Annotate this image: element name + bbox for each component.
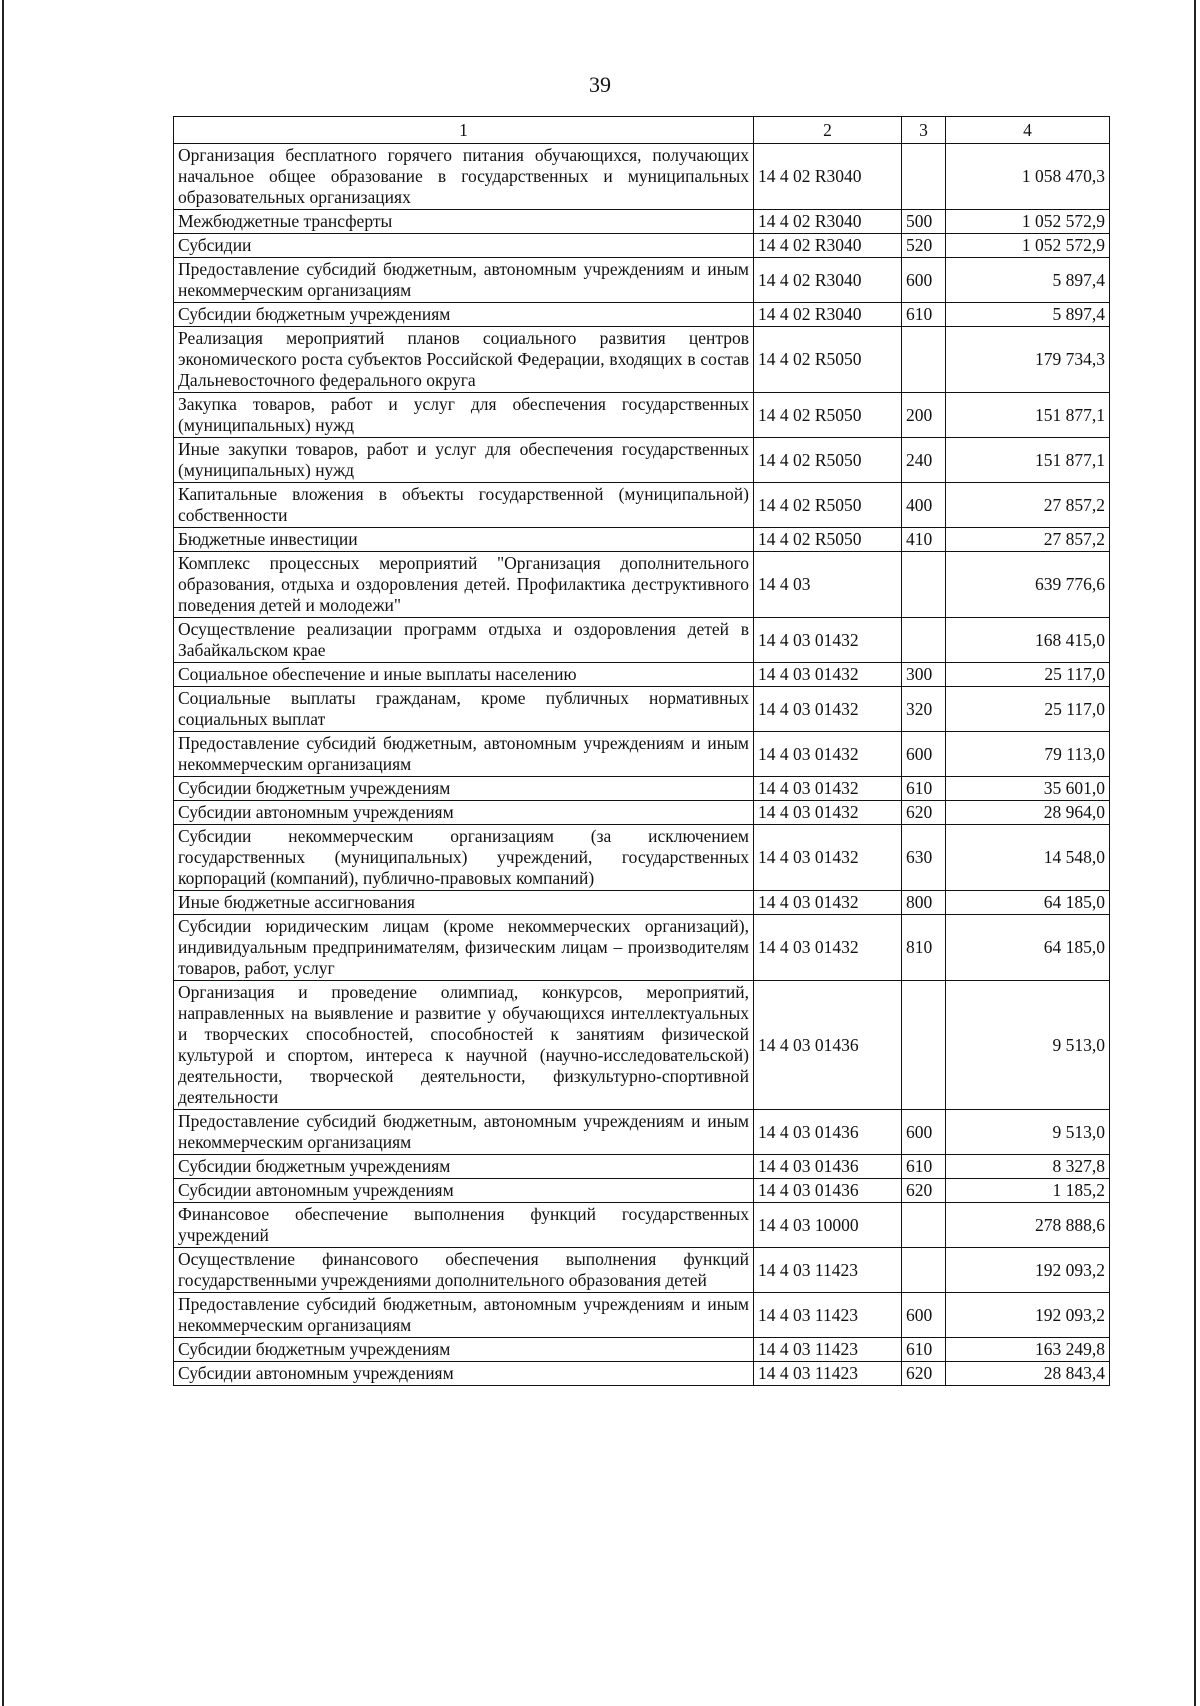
row-type-cell — [902, 1248, 946, 1293]
table-row — [174, 393, 1110, 438]
row-code-cell: 14 4 03 01432 — [754, 825, 902, 891]
table-row — [174, 1203, 1110, 1248]
row-amount-cell: 1 052 572,9 — [946, 210, 1110, 234]
table-row — [174, 144, 1110, 210]
row-type-cell: 400 — [902, 483, 946, 528]
row-code-cell: 14 4 02 R5050 — [754, 393, 902, 438]
row-code-cell: 14 4 03 11423 — [754, 1248, 902, 1293]
row-type-cell: 610 — [902, 777, 946, 801]
table-row — [174, 303, 1110, 327]
row-type-cell: 500 — [902, 210, 946, 234]
row-name-cell: Предоставление субсидий бюджетным, автономным учреждениям и иным некоммерческим организациям — [174, 258, 754, 303]
row-type-cell: 320 — [902, 687, 946, 732]
row-amount-cell: 79 113,0 — [946, 732, 1110, 777]
table-row — [174, 552, 1110, 618]
row-type-cell: 240 — [902, 438, 946, 483]
row-code-cell: 14 4 03 01436 — [754, 1155, 902, 1179]
row-code-cell: 14 4 02 R5050 — [754, 438, 902, 483]
row-type-cell: 620 — [902, 1179, 946, 1203]
row-type-cell: 620 — [902, 1362, 946, 1386]
table-row — [174, 825, 1110, 891]
row-code-cell: 14 4 02 R3040 — [754, 303, 902, 327]
row-code-cell: 14 4 03 01432 — [754, 687, 902, 732]
table-row — [174, 528, 1110, 552]
table-row — [174, 801, 1110, 825]
row-amount-cell: 151 877,1 — [946, 393, 1110, 438]
row-code-cell: 14 4 03 11423 — [754, 1362, 902, 1386]
row-amount-cell: 9 513,0 — [946, 1110, 1110, 1155]
row-type-cell: 600 — [902, 1293, 946, 1338]
table-row — [174, 1155, 1110, 1179]
row-code-cell: 14 4 03 01436 — [754, 1179, 902, 1203]
header-col-4: 4 — [946, 117, 1110, 144]
row-name-cell: Осуществление финансового обеспечения выполнения функций государственными учреждениями дополнительного образования детей — [174, 1248, 754, 1293]
row-amount-cell: 168 415,0 — [946, 618, 1110, 663]
row-code-cell: 14 4 02 R3040 — [754, 234, 902, 258]
row-code-cell: 14 4 02 R3040 — [754, 144, 902, 210]
row-amount-cell: 5 897,4 — [946, 303, 1110, 327]
row-amount-cell: 64 185,0 — [946, 915, 1110, 981]
row-name-cell: Субсидии автономным учреждениям — [174, 801, 754, 825]
row-name-cell: Предоставление субсидий бюджетным, автономным учреждениям и иным некоммерческим организациям — [174, 1110, 754, 1155]
row-amount-cell: 25 117,0 — [946, 663, 1110, 687]
table-row — [174, 483, 1110, 528]
row-type-cell — [902, 552, 946, 618]
table-row — [174, 891, 1110, 915]
row-name-cell: Комплекс процессных мероприятий "Организация дополнительного образования, отдыха и оздоровления детей. Профилактика деструктивного поведения детей и молодежи" — [174, 552, 754, 618]
table-row — [174, 777, 1110, 801]
row-code-cell: 14 4 03 01436 — [754, 981, 902, 1110]
row-amount-cell: 639 776,6 — [946, 552, 1110, 618]
row-code-cell: 14 4 03 01432 — [754, 915, 902, 981]
row-amount-cell: 9 513,0 — [946, 981, 1110, 1110]
budget-table — [173, 116, 1110, 1386]
row-type-cell: 610 — [902, 1155, 946, 1179]
row-type-cell: 800 — [902, 891, 946, 915]
row-code-cell: 14 4 03 10000 — [754, 1203, 902, 1248]
row-name-cell: Субсидии бюджетным учреждениям — [174, 777, 754, 801]
table-row — [174, 1248, 1110, 1293]
row-name-cell: Субсидии автономным учреждениям — [174, 1362, 754, 1386]
row-name-cell: Организация бесплатного горячего питания обучающихся, получающих начальное общее образование в государственных и муниципальных образовательных организациях — [174, 144, 754, 210]
row-code-cell: 14 4 03 — [754, 552, 902, 618]
header-col-3: 3 — [902, 117, 946, 144]
row-amount-cell: 28 843,4 — [946, 1362, 1110, 1386]
row-name-cell: Реализация мероприятий планов социального развития центров экономического роста субъектов Российской Федерации, входящих в состав Дальневосточного федерального округа — [174, 327, 754, 393]
row-name-cell: Финансовое обеспечение выполнения функций государственных учреждений — [174, 1203, 754, 1248]
row-code-cell: 14 4 02 R3040 — [754, 258, 902, 303]
table-row — [174, 1179, 1110, 1203]
row-amount-cell: 14 548,0 — [946, 825, 1110, 891]
row-code-cell: 14 4 03 01432 — [754, 801, 902, 825]
table-row — [174, 438, 1110, 483]
table-row — [174, 234, 1110, 258]
row-code-cell: 14 4 03 01432 — [754, 777, 902, 801]
table-row — [174, 732, 1110, 777]
table-row — [174, 915, 1110, 981]
row-amount-cell: 28 964,0 — [946, 801, 1110, 825]
row-type-cell: 600 — [902, 732, 946, 777]
table-row — [174, 1362, 1110, 1386]
row-amount-cell: 1 058 470,3 — [946, 144, 1110, 210]
table-row — [174, 1293, 1110, 1338]
row-amount-cell: 27 857,2 — [946, 483, 1110, 528]
row-name-cell: Капитальные вложения в объекты государственной (муниципальной) собственности — [174, 483, 754, 528]
row-type-cell — [902, 1203, 946, 1248]
row-amount-cell: 192 093,2 — [946, 1248, 1110, 1293]
row-name-cell: Субсидии бюджетным учреждениям — [174, 1155, 754, 1179]
row-code-cell: 14 4 02 R5050 — [754, 483, 902, 528]
row-amount-cell: 151 877,1 — [946, 438, 1110, 483]
row-name-cell: Предоставление субсидий бюджетным, автономным учреждениям и иным некоммерческим организациям — [174, 1293, 754, 1338]
row-name-cell: Межбюджетные трансферты — [174, 210, 754, 234]
row-code-cell: 14 4 03 01432 — [754, 891, 902, 915]
table-body — [174, 144, 1110, 1386]
row-type-cell — [902, 618, 946, 663]
table-row — [174, 327, 1110, 393]
table-header-row — [174, 117, 1110, 144]
row-type-cell: 600 — [902, 258, 946, 303]
table-row — [174, 981, 1110, 1110]
header-col-1: 1 — [174, 117, 754, 144]
row-amount-cell: 1 185,2 — [946, 1179, 1110, 1203]
row-code-cell: 14 4 03 01436 — [754, 1110, 902, 1155]
row-type-cell: 600 — [902, 1110, 946, 1155]
row-code-cell: 14 4 02 R5050 — [754, 327, 902, 393]
row-type-cell: 620 — [902, 801, 946, 825]
page-border-left — [2, 0, 4, 1706]
row-name-cell: Субсидии — [174, 234, 754, 258]
row-name-cell: Организация и проведение олимпиад, конкурсов, мероприятий, направленных на выявление и развитие у обучающихся интеллектуальных и творческих способностей, способностей к занятиям физической культурой и спортом, интереса к научной (научно-исследовательской) деятельности, творческой деятельности, физкультурно-спортивной деятельности — [174, 981, 754, 1110]
row-name-cell: Субсидии автономным учреждениям — [174, 1179, 754, 1203]
row-code-cell: 14 4 03 11423 — [754, 1293, 902, 1338]
row-type-cell: 630 — [902, 825, 946, 891]
row-code-cell: 14 4 03 01432 — [754, 663, 902, 687]
row-name-cell: Субсидии бюджетным учреждениям — [174, 1338, 754, 1362]
row-amount-cell: 179 734,3 — [946, 327, 1110, 393]
row-name-cell: Осуществление реализации программ отдыха и оздоровления детей в Забайкальском крае — [174, 618, 754, 663]
table-row — [174, 1110, 1110, 1155]
row-code-cell: 14 4 03 01432 — [754, 618, 902, 663]
row-type-cell: 200 — [902, 393, 946, 438]
header-col-2: 2 — [754, 117, 902, 144]
row-amount-cell: 27 857,2 — [946, 528, 1110, 552]
table-row — [174, 1338, 1110, 1362]
row-code-cell: 14 4 02 R3040 — [754, 210, 902, 234]
table-row — [174, 663, 1110, 687]
row-name-cell: Закупка товаров, работ и услуг для обеспечения государственных (муниципальных) нужд — [174, 393, 754, 438]
row-amount-cell: 192 093,2 — [946, 1293, 1110, 1338]
row-type-cell — [902, 981, 946, 1110]
row-code-cell: 14 4 03 01432 — [754, 732, 902, 777]
row-name-cell: Предоставление субсидий бюджетным, автономным учреждениям и иным некоммерческим организациям — [174, 732, 754, 777]
row-type-cell: 300 — [902, 663, 946, 687]
row-code-cell: 14 4 02 R5050 — [754, 528, 902, 552]
row-name-cell: Бюджетные инвестиции — [174, 528, 754, 552]
row-amount-cell: 8 327,8 — [946, 1155, 1110, 1179]
row-amount-cell: 25 117,0 — [946, 687, 1110, 732]
row-amount-cell: 163 249,8 — [946, 1338, 1110, 1362]
table-row — [174, 258, 1110, 303]
row-amount-cell: 5 897,4 — [946, 258, 1110, 303]
row-name-cell: Иные закупки товаров, работ и услуг для обеспечения государственных (муниципальных) нужд — [174, 438, 754, 483]
table-row — [174, 210, 1110, 234]
row-type-cell: 410 — [902, 528, 946, 552]
row-amount-cell: 64 185,0 — [946, 891, 1110, 915]
row-name-cell: Субсидии некоммерческим организациям (за исключением государственных (муниципальных) учреждений, государственных корпораций (компаний), публично-правовых компаний) — [174, 825, 754, 891]
row-code-cell: 14 4 03 11423 — [754, 1338, 902, 1362]
page-number: 39 — [589, 72, 611, 97]
row-type-cell: 610 — [902, 303, 946, 327]
row-amount-cell: 278 888,6 — [946, 1203, 1110, 1248]
row-type-cell — [902, 144, 946, 210]
row-amount-cell: 35 601,0 — [946, 777, 1110, 801]
row-name-cell: Социальное обеспечение и иные выплаты населению — [174, 663, 754, 687]
table-row — [174, 618, 1110, 663]
row-name-cell: Субсидии бюджетным учреждениям — [174, 303, 754, 327]
row-type-cell: 520 — [902, 234, 946, 258]
page-border-right — [1194, 0, 1196, 1706]
row-type-cell: 610 — [902, 1338, 946, 1362]
row-name-cell: Социальные выплаты гражданам, кроме публичных нормативных социальных выплат — [174, 687, 754, 732]
table-row — [174, 687, 1110, 732]
row-name-cell: Иные бюджетные ассигнования — [174, 891, 754, 915]
row-type-cell: 810 — [902, 915, 946, 981]
row-type-cell — [902, 327, 946, 393]
row-amount-cell: 1 052 572,9 — [946, 234, 1110, 258]
row-name-cell: Субсидии юридическим лицам (кроме некоммерческих организаций), индивидуальным предпринимателям, физическим лицам – производителям товаров, работ, услуг — [174, 915, 754, 981]
